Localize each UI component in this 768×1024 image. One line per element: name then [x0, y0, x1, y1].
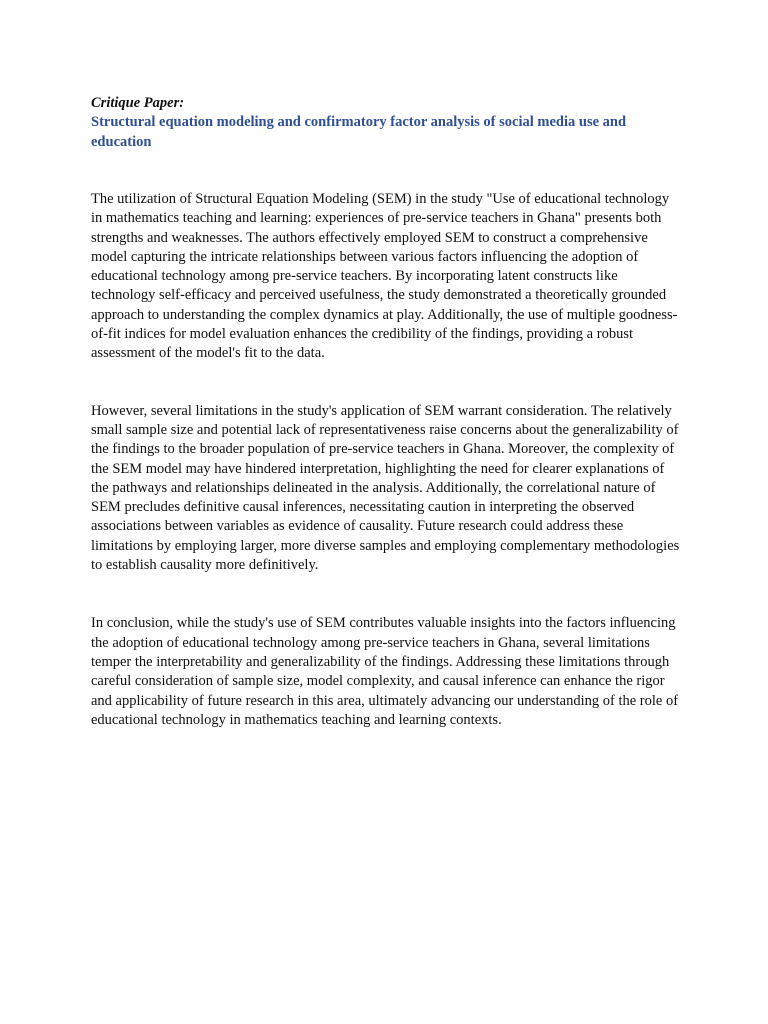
paragraph-strengths: The utilization of Structural Equation Modeling (SEM) in the study "Use of educational technology in mathematics teaching and learning: experiences of pre-service teachers in Ghana" presents both strengths and weaknesses. The authors effectively employed SEM to construct a comprehensive model capturing the intricate relationships between various factors influencing the adoption of educational technology among pre-service teachers. By incorporating latent constructs like technology self-efficacy and perceived usefulness, the study demonstrated a theoretically grounded approach to understanding the complex dynamics at play. Additionally, the use of multiple goodness-of-fit indices for model evaluation enhances the credibility of the findings, providing a robust assessment of the model's fit to the data.	[91, 191, 678, 362]
document-title: Structural equation modeling and confirmatory factor analysis of social media use and education	[91, 114, 627, 150]
paragraph-limitations: However, several limitations in the study's application of SEM warrant consideration. The relatively small sample size and potential lack of representativeness raise concerns about the generalizability of the findings to the broader population of pre-service teachers in Ghana. Moreover, the complexity of the SEM model may have hindered interpretation, highlighting the need for clearer explanations of the pathways and relationships delineated in the analysis. Additionally, the correlational nature of SEM precludes definitive causal inferences, necessitating caution in interpreting the observed associations between variables as evidence of causality. Future research could address these limitations by employing larger, more diverse samples and employing complementary methodologies to establish causality more definitively.	[91, 402, 680, 574]
paragraph-conclusion: In conclusion, while the study's use of SEM contributes valuable insights into the factors influencing the adoption of educational technology among pre-service teachers in Ghana, several limitations temper the interpretability and generalizability of the findings. Addressing these limitations through careful consideration of sample size, model complexity, and causal inference can enhance the rigor and applicability of future research in this area, ultimately advancing our understanding of the role of educational technology in mathematics teaching and learning contexts.	[91, 615, 679, 728]
document-label: Critique Paper:	[91, 95, 185, 111]
